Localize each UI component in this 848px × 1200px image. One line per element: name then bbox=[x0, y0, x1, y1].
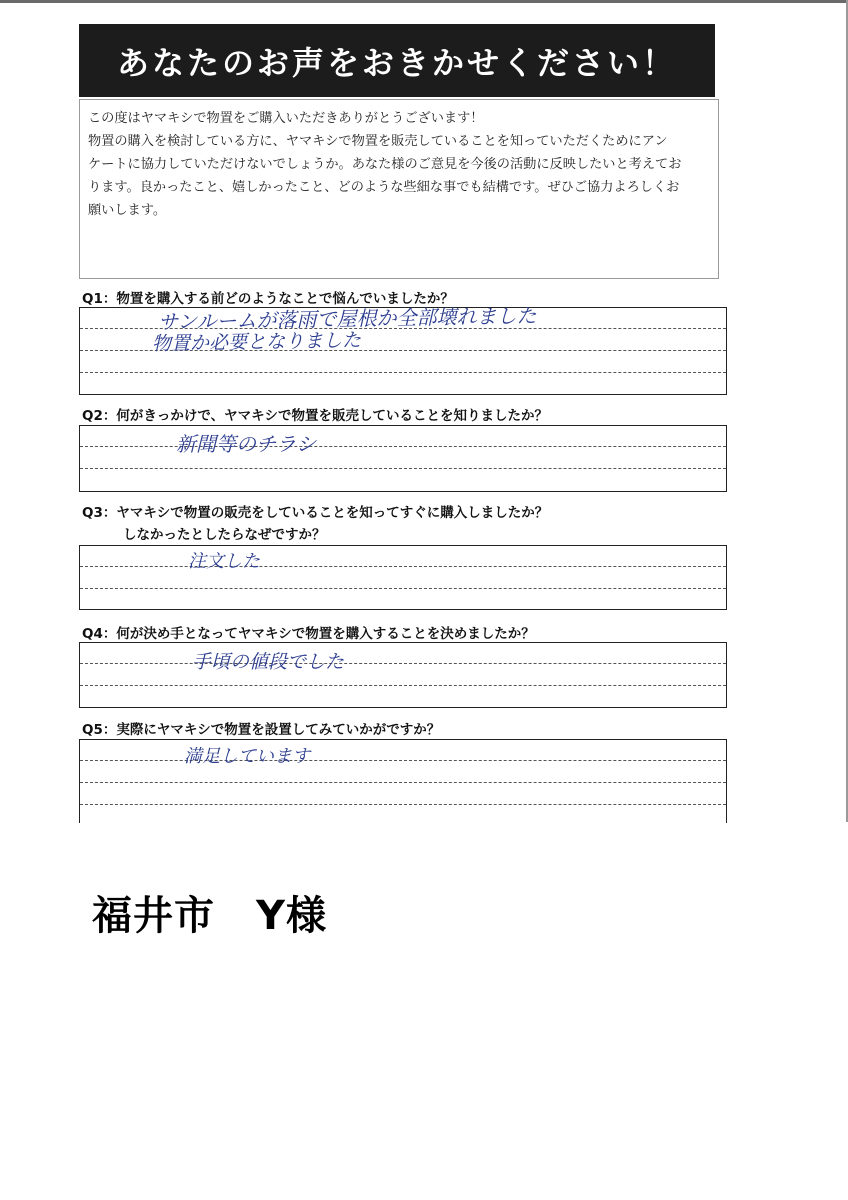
answer-rule bbox=[80, 588, 726, 589]
question-3-answer-box bbox=[79, 545, 727, 610]
customer-name: 福井市 Y様 bbox=[92, 893, 327, 939]
answer-rule bbox=[80, 685, 726, 686]
handwritten-answer: 新聞等のチラシ bbox=[176, 432, 316, 456]
question-5-answer-box bbox=[79, 739, 727, 823]
intro-text-box bbox=[79, 99, 719, 279]
question-2-label: Q2：何がきっかけで、ヤマキシで物置を販売していることを知りましたか？ bbox=[82, 408, 548, 424]
question-4-answer-box bbox=[79, 642, 727, 708]
handwritten-answer: サンルームが落雨で屋根か全部壊れました bbox=[157, 303, 537, 334]
handwritten-answer: 注文した bbox=[188, 551, 260, 572]
intro-line: ケートに協力していただけないでしょうか。あなた様のご意見を今後の活動に反映したいと考えてお bbox=[88, 157, 682, 172]
question-5-label: Q5：実際にヤマキシで物置を設置してみていかがですか？ bbox=[82, 722, 441, 738]
question-2-answer-box bbox=[79, 425, 727, 492]
question-3-label: Q3：ヤマキシで物置の販売をしていることを知ってすぐに購入しましたか？ bbox=[82, 505, 549, 521]
answer-rule bbox=[80, 468, 726, 469]
answer-rule bbox=[80, 663, 726, 664]
answer-rule bbox=[80, 566, 726, 567]
handwritten-answer: 手頃の値段でした bbox=[192, 651, 345, 673]
answer-rule bbox=[80, 804, 726, 805]
question-1-label: Q1：物置を購入する前どのようなことで悩んでいましたか？ bbox=[82, 291, 454, 307]
intro-line: 物置の購入を検討している方に、ヤマキシで物置を販売していることを知っていただくためにアン bbox=[88, 134, 668, 149]
question-3-sublabel: しなかったとしたらなぜですか？ bbox=[123, 527, 326, 543]
answer-rule bbox=[80, 782, 726, 783]
handwritten-answer: 満足しています bbox=[184, 746, 310, 767]
question-1-answer-box bbox=[79, 303, 727, 395]
handwritten-answer: 物置か必要となりました bbox=[151, 329, 362, 355]
intro-line: この度はヤマキシで物置をご購入いただきありがとうございます！ bbox=[88, 111, 484, 126]
answer-rule bbox=[80, 760, 726, 761]
answer-rule bbox=[80, 372, 726, 373]
question-4-label: Q4：何が決め手となってヤマキシで物置を購入することを決めましたか？ bbox=[82, 626, 535, 642]
survey-title: あなたのお声をおきかせください！ bbox=[79, 24, 715, 97]
intro-line: 願いします。 bbox=[88, 203, 167, 218]
intro-line: ります。良かったこと、嬉しかったこと、どのような些細な事でも結構です。ぜひご協力よろしくお bbox=[88, 180, 680, 195]
top-edge-rule bbox=[0, 0, 848, 3]
